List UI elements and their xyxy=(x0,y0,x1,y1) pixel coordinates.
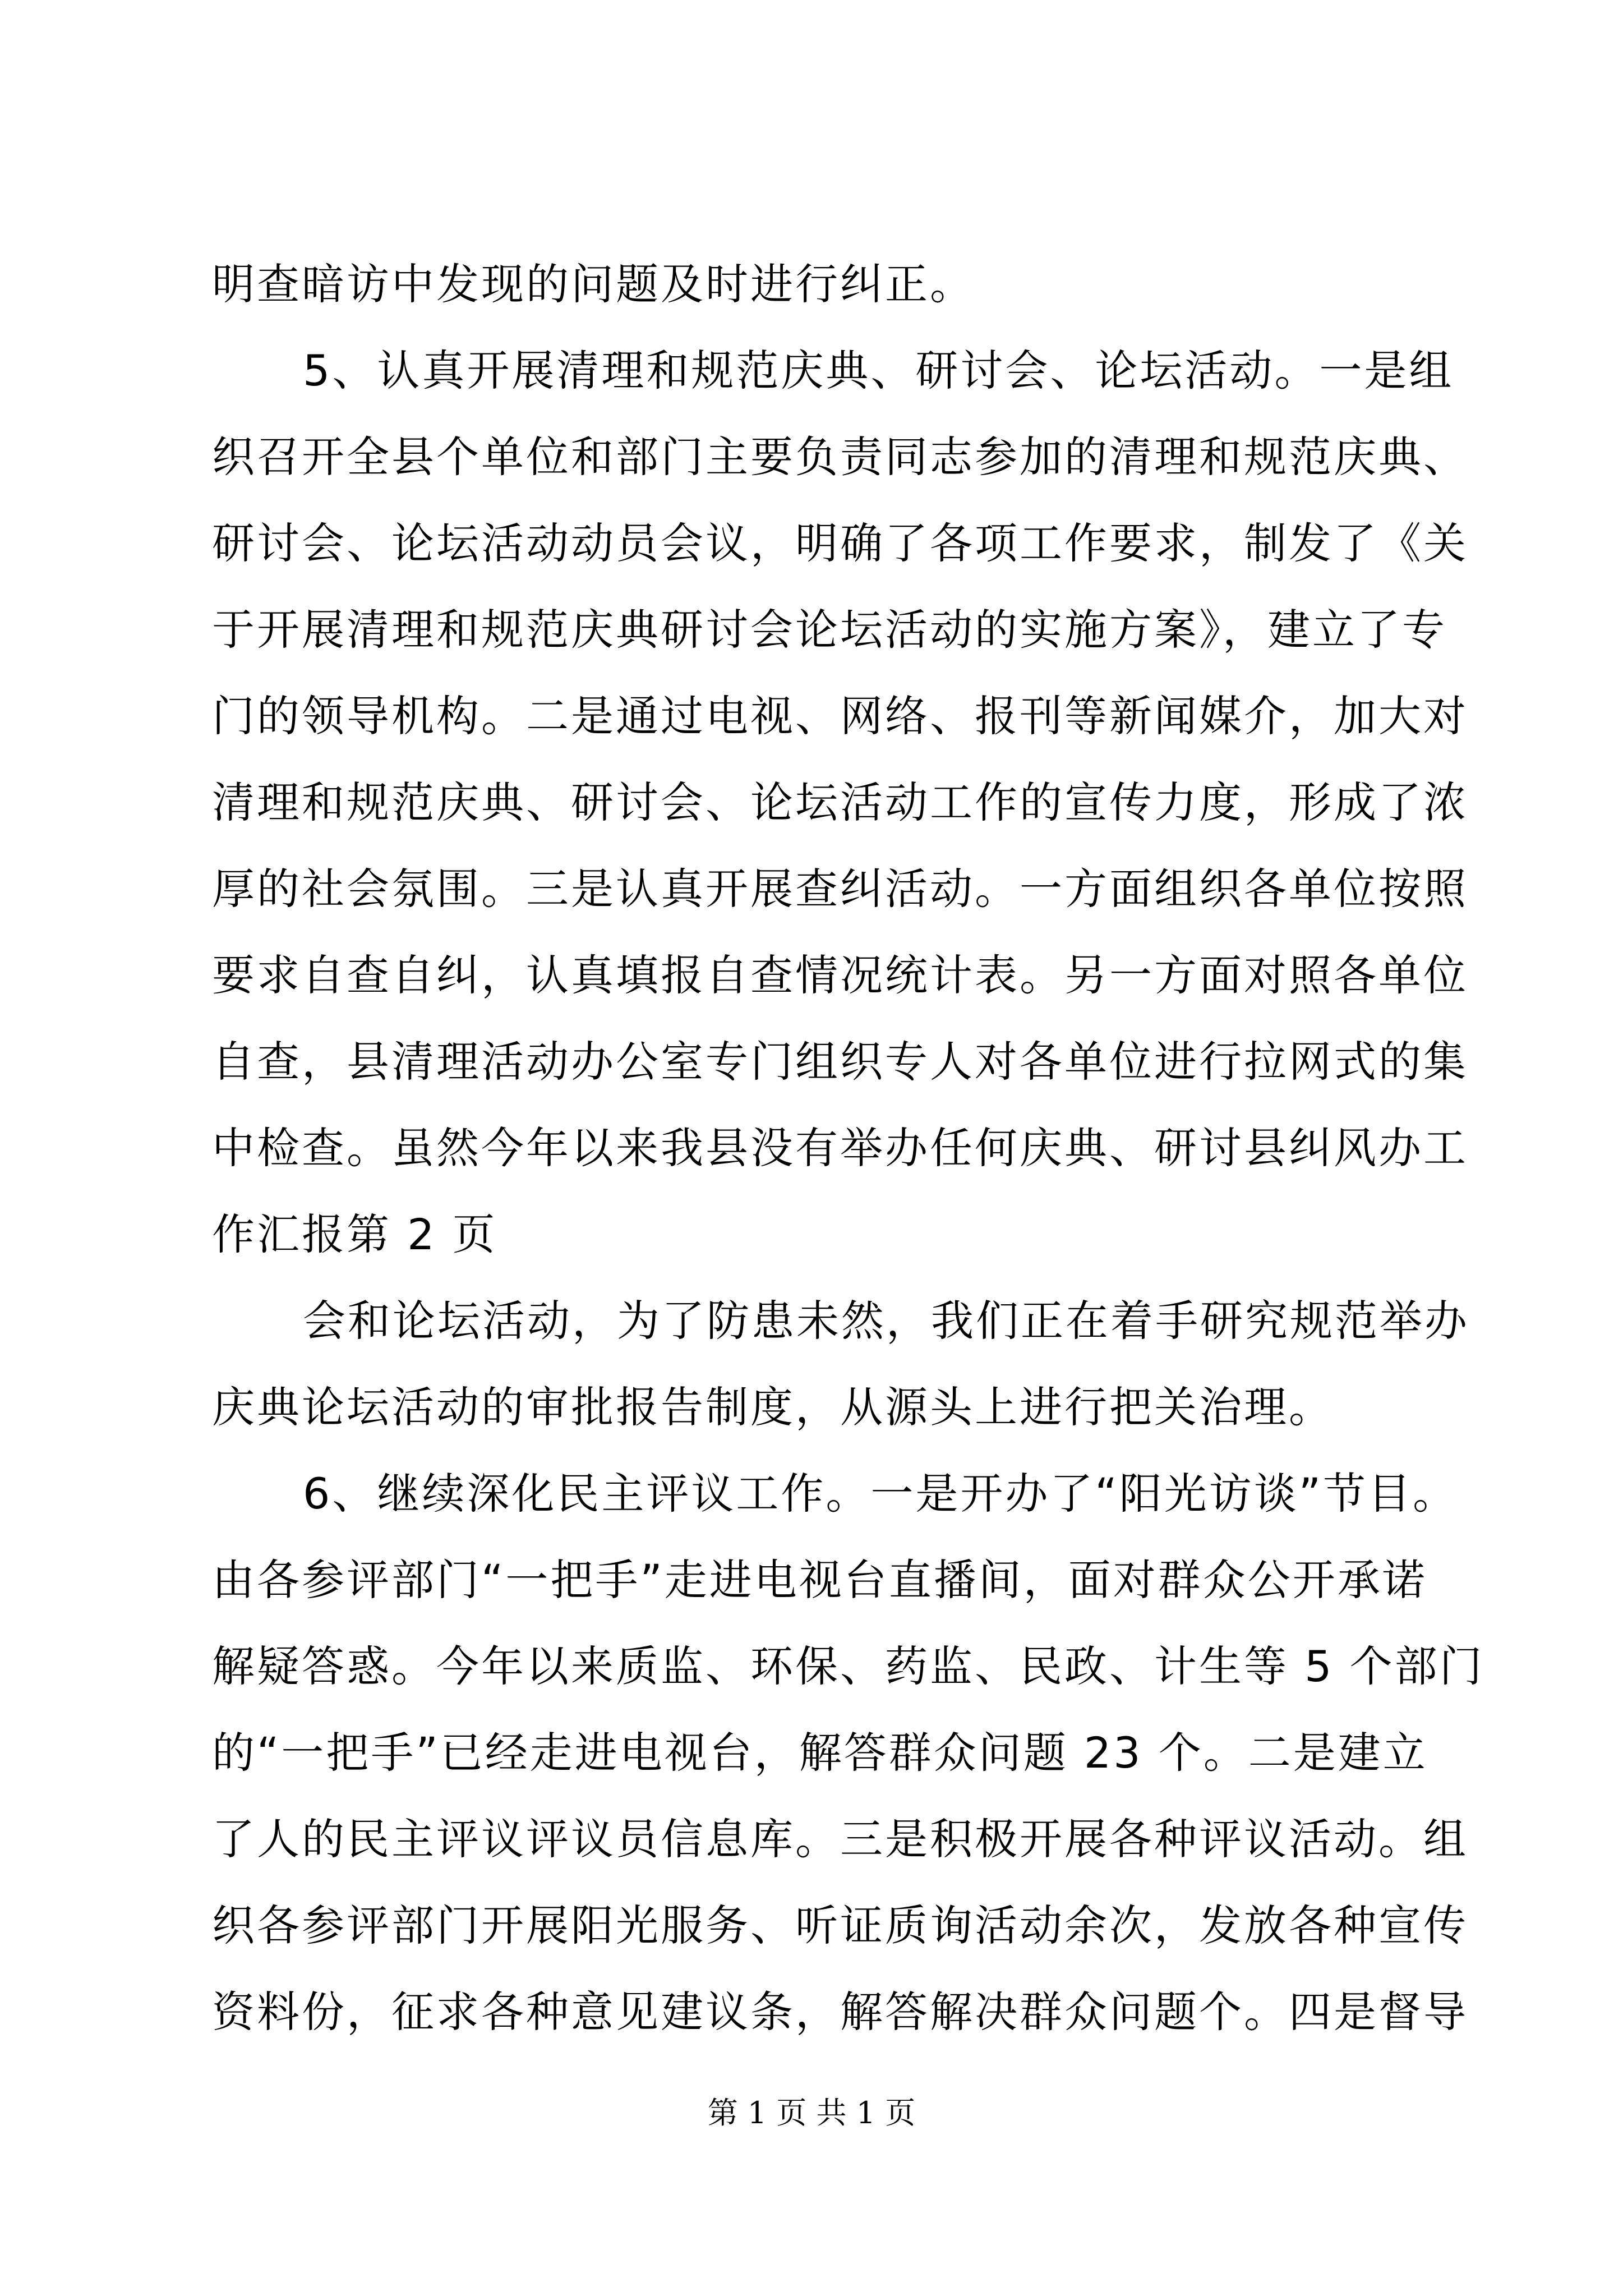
body-line: 自查，县清理活动办公室专门组织专人对各单位进行拉网式的集 xyxy=(212,1037,1468,1087)
body-line: 织召开全县个单位和部门主要负责同志参加的清理和规范庆典、 xyxy=(212,432,1468,482)
body-line: 于开展清理和规范庆典研讨会论坛活动的实施方案》，建立了专 xyxy=(212,605,1447,655)
body-line: 会和论坛活动，为了防患未然，我们正在着手研究规范举办 xyxy=(303,1296,1469,1346)
body-line: 庆典论坛活动的审批报告制度，从源头上进行把关治理。 xyxy=(212,1382,1334,1432)
page-number-indicator: 第 1 页 共 1 页 xyxy=(707,2095,916,2131)
body-line: 门的领导机构。二是通过电视、网络、报刊等新闻媒介，加大对 xyxy=(212,691,1468,741)
body-line: 资料份，征求各种意见建议条，解答解决群众问题个。四是督导 xyxy=(212,1987,1468,2037)
body-line: 中检查。虽然今年以来我县没有举办任何庆典、研讨县纠风办工 xyxy=(212,1123,1468,1173)
body-line: 5、认真开展清理和规范庆典、研讨会、论坛活动。一是组 xyxy=(303,346,1454,395)
document-body xyxy=(212,241,1484,2055)
body-line: 了人的民主评议评议员信息库。三是积极开展各种评议活动。组 xyxy=(212,1814,1468,1864)
body-line: 要求自查自纠，认真填报自查情况统计表。另一方面对照各单位 xyxy=(212,950,1468,1000)
body-line: 织各参评部门开展阳光服务、听证质询活动余次，发放各种宣传 xyxy=(212,1901,1468,1950)
body-line: 解疑答惑。今年以来质监、环保、药监、民政、计生等 5 个部门 xyxy=(212,1641,1484,1691)
body-line: 6、继续深化民主评议工作。一是开办了“阳光访谈”节目。 xyxy=(303,1469,1458,1519)
page-footer xyxy=(0,2093,1623,2133)
body-line: 的“一把手”已经走进电视台，解答群众问题 23 个。二是建立 xyxy=(212,1728,1428,1778)
body-line: 由各参评部门“一把手”走进电视台直播间，面对群众公开承诺 xyxy=(212,1555,1427,1605)
body-line: 研讨会、论坛活动动员会议，明确了各项工作要求，制发了《关 xyxy=(212,518,1468,568)
body-line: 厚的社会氛围。三是认真开展查纠活动。一方面组织各单位按照 xyxy=(212,864,1468,914)
body-line: 作汇报第 2 页 xyxy=(212,1209,497,1259)
body-line: 清理和规范庆典、研讨会、论坛活动工作的宣传力度，形成了浓 xyxy=(212,777,1468,827)
body-line: 明查暗访中发现的问题及时进行纠正。 xyxy=(212,259,975,309)
